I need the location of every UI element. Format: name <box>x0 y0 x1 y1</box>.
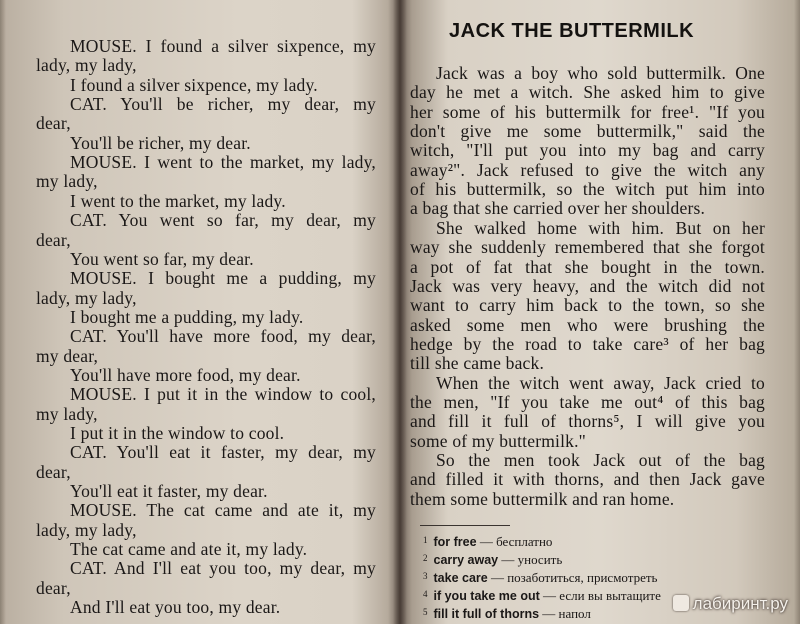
footnote-number: 2 <box>423 553 428 563</box>
text-line: MOUSE. The cat came and ate it, my <box>70 500 376 521</box>
watermark <box>673 594 788 614</box>
text-line: CAT. You'll have more food, my dear, <box>70 326 376 347</box>
text-line: dear, <box>36 229 71 250</box>
text-line: dear, <box>36 113 71 134</box>
footnote <box>423 604 591 622</box>
text-line: the men, "If you take me out⁴ of this bag <box>410 391 765 412</box>
footnote <box>423 568 657 586</box>
footnote-term: for free <box>433 535 477 549</box>
text-line: day he met a witch. She asked him to give <box>410 82 765 103</box>
text-line: lady, my lady, <box>36 287 137 308</box>
footnote-number: 4 <box>423 589 428 599</box>
text-line: dear, <box>36 577 71 598</box>
text-line: You'll eat it faster, my dear. <box>70 481 268 502</box>
text-line: till she came back. <box>410 353 545 374</box>
text-line: my lady, <box>36 171 98 192</box>
text-line: You'll be richer, my dear. <box>70 132 251 153</box>
footnote-term: carry away <box>433 553 499 567</box>
text-line: way she suddenly remembered that she forgot <box>410 237 765 258</box>
text-line: lady, my lady, <box>36 519 137 540</box>
text-line: my dear, <box>36 345 99 366</box>
text-line: When the witch went away, Jack cried to <box>436 372 765 393</box>
text-line: CAT. And I'll eat you too, my dear, my <box>70 558 376 579</box>
text-line: witch, "I'll put you into my bag and carry <box>410 140 765 161</box>
text-line: and filled it with thorns, and then Jack gave <box>410 469 765 490</box>
footnote-term: take care <box>433 571 488 585</box>
text-line: I found a silver sixpence, my lady. <box>70 74 318 95</box>
footnote-term: fill it full of thorns <box>433 607 540 621</box>
text-line: a bag that she carried over her shoulders. <box>410 198 706 219</box>
footnote <box>423 550 562 568</box>
text-line: a pot of fat that she bought in the town. <box>410 256 765 277</box>
footnote-number: 5 <box>423 607 428 617</box>
right-page <box>405 0 800 624</box>
text-line: lady, my lady, <box>36 55 137 76</box>
text-line: Jack was a boy who sold buttermilk. One <box>436 63 765 83</box>
text-line: asked some men who were brushing the <box>410 314 765 335</box>
footnote-translation: — уносить <box>498 552 563 567</box>
text-line: She walked home with him. But on her <box>436 217 765 238</box>
text-line: I bought me a pudding, my lady. <box>70 306 304 327</box>
text-line: some of my buttermilk." <box>410 430 587 451</box>
footnote-translation: — напол <box>539 606 591 621</box>
text-line: CAT. You'll eat it faster, my dear, my <box>70 442 376 463</box>
text-line: I went to the market, my lady. <box>70 190 286 211</box>
text-line: them some buttermilk and ran home. <box>410 488 675 509</box>
text-line: dear, <box>36 461 71 482</box>
text-line: MOUSE. I went to the market, my lady, <box>70 152 376 173</box>
text-line: and fill it full of thorns⁵, I will give you <box>410 411 765 432</box>
footnote-translation: — позаботиться, присмотреть <box>487 570 658 585</box>
text-line: Jack was very heavy, and the witch did not <box>410 275 765 296</box>
footnote <box>423 586 661 604</box>
text-line: my lady, <box>36 403 98 424</box>
text-line: hedge by the road to take care³ of her bag <box>410 333 765 354</box>
footnote <box>423 532 552 550</box>
text-line: away²". Jack refused to give the witch any <box>410 159 765 180</box>
text-line: So the men took Jack out of the bag <box>436 450 765 470</box>
story-title: JACK THE BUTTERMILK <box>449 20 695 42</box>
footnote-number: 3 <box>423 571 428 581</box>
footnote-term: if you take me out <box>433 589 540 603</box>
text-line: MOUSE. I put it in the window to cool, <box>70 384 376 405</box>
text-line: of his buttermilk, so the witch put him into <box>410 179 765 200</box>
text-line: The cat came and ate it, my lady. <box>70 539 308 560</box>
left-page <box>0 0 395 624</box>
text-line: CAT. You'll be richer, my dear, my <box>70 94 376 115</box>
footnote-translation: — если вы вытащите <box>539 588 661 603</box>
text-line: You'll have more food, my dear. <box>70 364 301 385</box>
footnote-translation: — бесплатно <box>476 534 553 549</box>
text-line: CAT. You went so far, my dear, my <box>70 210 376 231</box>
text-line: want to carry him back to the town, so she <box>410 295 765 316</box>
text-line: You went so far, my dear. <box>70 248 254 269</box>
footnote-number: 1 <box>423 535 428 545</box>
text-line: MOUSE. I bought me a pudding, my <box>70 268 376 289</box>
text-line: don't give me some buttermilk," said the <box>410 121 765 142</box>
text-line: And I'll eat you too, my dear. <box>70 597 281 618</box>
footnote-rule <box>420 525 510 526</box>
watermark-text: лабиринт.ру <box>692 594 788 613</box>
text-line: I put it in the window to cool. <box>70 423 285 443</box>
text-line: her some of his buttermilk for free¹. "If you <box>410 101 765 122</box>
text-line: MOUSE. I found a silver sixpence, my <box>70 36 376 56</box>
labirint-logo-icon <box>673 595 689 611</box>
